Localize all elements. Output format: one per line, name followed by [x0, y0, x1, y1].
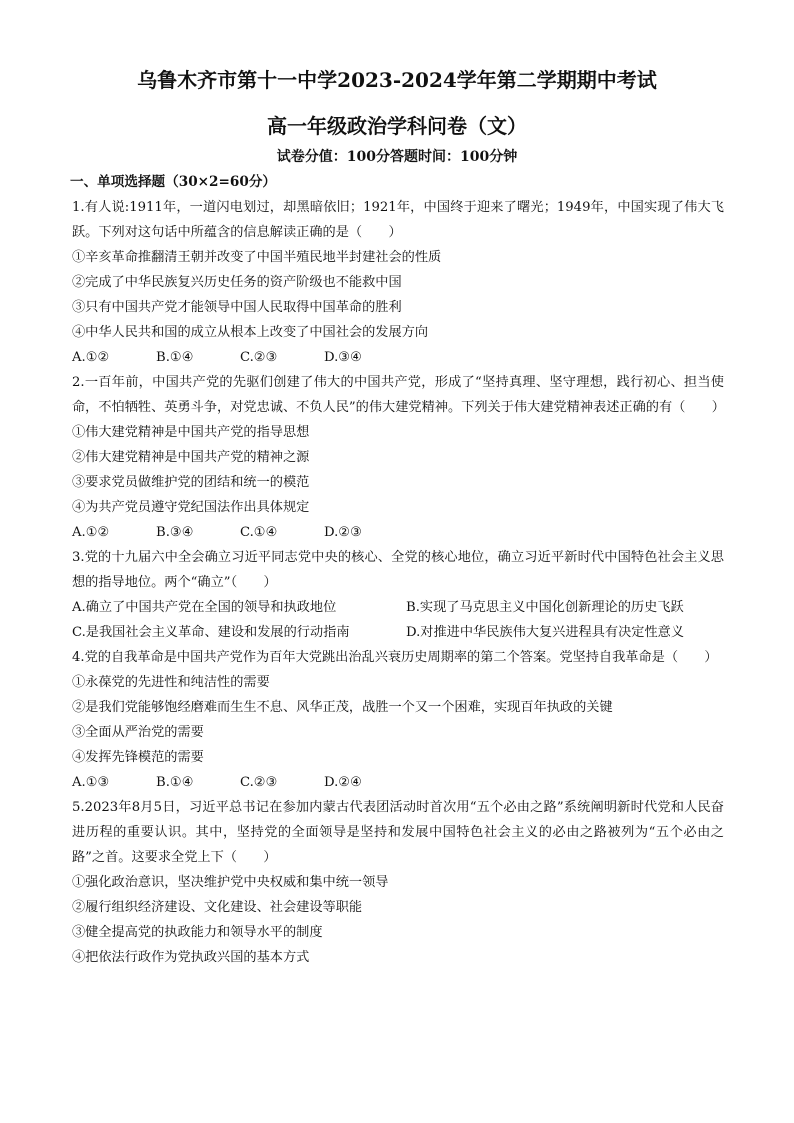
- statement-item: ④把依法行政作为党执政兴国的基本方式: [72, 950, 310, 965]
- statement-item: ③健全提高党的执政能力和领导水平的制度: [72, 925, 323, 940]
- statement-item: ②完成了中华民族复兴历史任务的资产阶级也不能救中国: [72, 275, 402, 290]
- score-time-info: 试卷分值：100分答题时间：100分钟: [276, 149, 518, 165]
- statement-item: ②是我们党能够饱经磨难而生生不息、风华正茂，战胜一个又一个困难，实现百年执政的关键: [72, 700, 613, 715]
- question-stem: 2.一百年前，中国共产党的先驱们创建了伟大的中国共产党，形成了“坚持真理、坚守理想，践行初心、担当使命，不怕牺牲、英勇斗争，对党忠诚、不负人民”的伟大建党精神。下列关于伟大建党精神表述正确的有（ ）: [72, 375, 725, 415]
- exam-content: [72, 170, 724, 970]
- statement-item: ②伟大建党精神是中国共产党的精神之源: [72, 450, 310, 465]
- statement-item: ③全面从严治党的需要: [72, 725, 204, 740]
- question-stem: 1.有人说:1911年，一道闪电划过，却黑暗依旧；1921年，中国终于迎来了曙光；1949年，中国实现了伟大飞跃。下列对这句话中所蕴含的信息解读正确的是（ ）: [72, 200, 724, 240]
- statement-item: ④为共产党员遵守党纪国法作出具体规定: [72, 500, 310, 515]
- choice-b: B.③④: [156, 525, 194, 540]
- question-stem: 5.2023年8月5日，习近平总书记在参加内蒙古代表团活动时首次用“五个必由之路”系统阐明新时代党和人民奋进历程的重要认识。其中，坚持党的全面领导是坚持和发展中国特色社会主义的必由之路被列为“五个必由之路”之首。这要求全党上下（ ）: [72, 800, 724, 865]
- statement-item: ③要求党员做维护党的团结和统一的模范: [72, 475, 310, 490]
- question-stem: 4.党的自我革命是中国共产党作为百年大党跳出治乱兴衰历史周期率的第二个答案。党坚持自我革命是（ ）: [72, 650, 718, 665]
- statement-item: ③只有中国共产党才能领导中国人民取得中国革命的胜利: [72, 300, 402, 315]
- statement-item: ④中华人民共和国的成立从根本上改变了中国社会的发展方向: [72, 325, 429, 340]
- choice-b: B.实现了马克思主义中国化创新理论的历史飞跃: [406, 600, 684, 615]
- choice-c: C.①④: [240, 525, 278, 540]
- question-5: [72, 795, 724, 970]
- statement-item: ①永葆党的先进性和纯洁性的需要: [72, 675, 270, 690]
- choice-d: D.③④: [324, 350, 362, 365]
- statement-item: ①辛亥革命推翻清王朝并改变了中国半殖民地半封建社会的性质: [72, 250, 442, 265]
- choice-a: A.确立了中国共产党在全国的领导和执政地位: [72, 600, 337, 615]
- choice-b: B.①④: [156, 775, 194, 790]
- question-stem: 3.党的十九届六中全会确立习近平同志党中央的核心、全党的核心地位，确立习近平新时代中国特色社会主义思想的指导地位。两个“确立”（ ）: [72, 550, 724, 590]
- question-3: [72, 545, 724, 645]
- choice-c: C.是我国社会主义革命、建设和发展的行动指南: [72, 625, 350, 640]
- exam-subtitle: 高一年级政治学科问卷（文）: [267, 114, 527, 138]
- section-heading: 一、单项选择题（30×2=60分）: [70, 174, 277, 190]
- choice-d: D.对推进中华民族伟大复兴进程具有决定性意义: [406, 625, 685, 640]
- answer-choices: [72, 345, 724, 370]
- question-1: [72, 195, 724, 370]
- choice-c: C.②③: [240, 350, 278, 365]
- answer-choices: [72, 595, 724, 645]
- choice-a: A.①②: [72, 350, 110, 365]
- exam-title: 乌鲁木齐市第十一中学2023-2024学年第二学期期中考试: [137, 68, 657, 92]
- choice-a: A.①②: [72, 525, 110, 540]
- choice-a: A.①③: [72, 775, 110, 790]
- choice-c: C.②③: [240, 775, 278, 790]
- question-4: [72, 645, 724, 795]
- answer-choices: [72, 770, 724, 795]
- choice-b: B.①④: [156, 350, 194, 365]
- statement-item: ①伟大建党精神是中国共产党的指导思想: [72, 425, 310, 440]
- choice-d: D.②④: [324, 775, 362, 790]
- choice-d: D.②③: [324, 525, 362, 540]
- statement-item: ①强化政治意识，坚决维护党中央权威和集中统一领导: [72, 875, 389, 890]
- answer-choices: [72, 520, 724, 545]
- statement-item: ④发挥先锋模范的需要: [72, 750, 204, 765]
- statement-item: ②履行组织经济建设、文化建设、社会建设等职能: [72, 900, 363, 915]
- question-2: [72, 370, 724, 545]
